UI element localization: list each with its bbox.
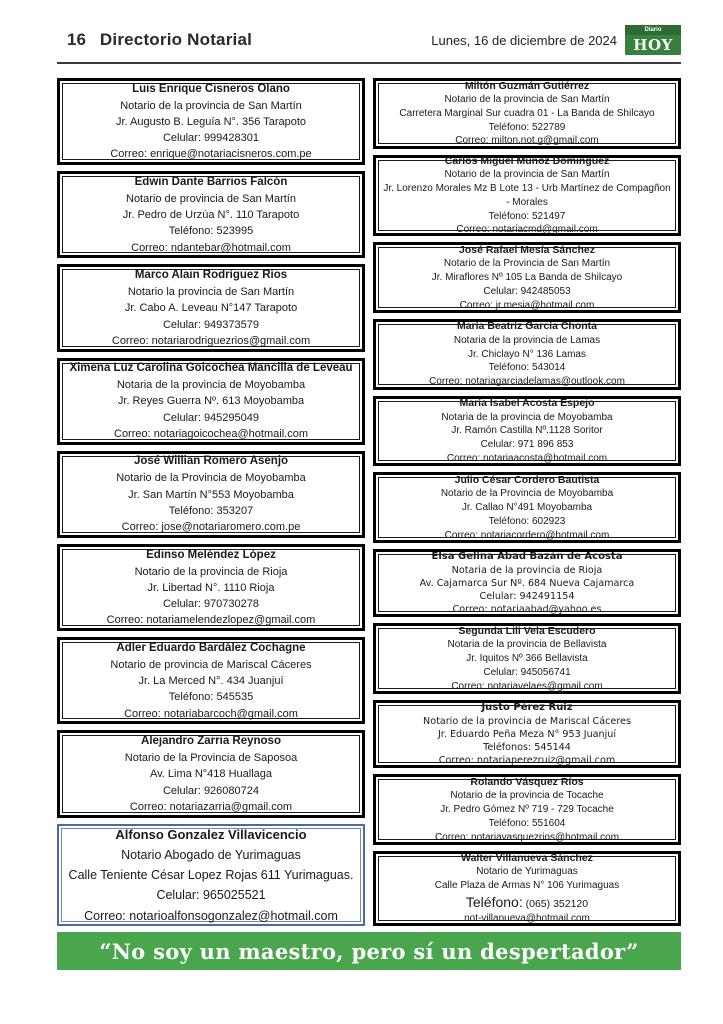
notary-line: Correo: notariaperezruiz@gmail.com [438, 755, 616, 767]
notary-card [57, 544, 365, 631]
notary-line: Teléfono: 523995 [168, 225, 254, 238]
notary-card-inner [378, 397, 676, 464]
notary-line: - Morales [506, 196, 548, 208]
phone-label: Teléfono: [465, 894, 523, 911]
notary-line: Teléfono: 551604 [488, 817, 566, 829]
notary-name: Ximena Luz Carolina Goicochea Mancilla de Leveau [69, 362, 353, 375]
page-title: Directorio Notarial [99, 30, 253, 49]
notary-card [373, 700, 681, 768]
notary-line: Jr. Callao N°491 Moyobamba [461, 502, 593, 513]
header-date-group [431, 25, 681, 55]
notary-line: Teléfono: 543014 [488, 362, 566, 374]
notary-line: Av. Cajamarca Sur Nº. 684 Nueva Cajamarca [419, 577, 635, 589]
diario-hoy-logo [625, 25, 681, 55]
page-number: 16 [67, 30, 86, 49]
notary-line: Notario de la provincia de San Martín [120, 99, 302, 112]
notary-line: Teléfono: 353207 [168, 504, 254, 517]
notary-card-inner [378, 550, 676, 616]
notary-line: Calle Plaza de Armas N° 106 Yurimaguas [434, 880, 620, 892]
notary-name: Alejandro Zarria Reynoso [141, 734, 281, 747]
notary-line: Calle Teniente César Lopez Rojas 611 Yurimaguas. [68, 868, 354, 883]
notary-name: José Rafael Mesía Sánchez [459, 243, 595, 256]
notary-card [373, 319, 681, 390]
notary-line: Jr. Libertad N°. 1110 Rioja [147, 581, 275, 594]
notary-name: Edwin Dante Barrios Falcón [134, 175, 288, 188]
directory-grid [57, 78, 681, 926]
notary-card-inner [378, 851, 676, 925]
notary-line: Celular: 926080724 [162, 784, 260, 797]
notary-line: Jr. Pedro Gómez Nº 719 - 729 Tocache [440, 804, 614, 816]
notary-line: Correo: notariabarcoch@gmail.com [124, 707, 298, 720]
notary-card [373, 78, 681, 149]
notary-line: Jr. Cabo A. Leveau N°147 Tarapoto [124, 302, 298, 315]
notary-phone-line [383, 893, 671, 912]
notary-line: Notario de la Provincia de Moyobamba [440, 488, 614, 500]
notary-card [373, 472, 681, 543]
notary-line: Celular: 945295049 [162, 411, 260, 424]
notary-line: Celular: 965025521 [156, 888, 266, 903]
notary-line: Jr. Reyes Guerra Nº. 613 Moyobamba [117, 395, 305, 408]
notary-card [373, 155, 681, 236]
notary-card [373, 242, 681, 313]
notary-line: Celular: 949373579 [162, 318, 260, 331]
notary-line: Teléfono: 602923 [488, 515, 566, 527]
notary-line: Notario de la provincia de Mariscal Cáceres [423, 715, 631, 727]
notary-line: Celular: 999428301 [162, 132, 260, 145]
notary-name: Marco Alain Rodríguez Ríos [134, 268, 288, 281]
header-title-group [67, 30, 252, 50]
notary-line: Correo: notariarodriguezrios@gmail.com [111, 334, 311, 347]
notary-card-inner [378, 473, 676, 541]
notary-line: Correo: notariagarciadelamas@outlook.com [429, 376, 625, 388]
notary-name: Alfonso Gonzalez Villavicencio [115, 826, 307, 842]
notary-line: Notario de la provincia de San Martín [444, 94, 610, 105]
notary-line: Notario de la provincia de Tocache [450, 790, 604, 802]
notary-line: Correo: notariaabad@yahoo.es [452, 604, 602, 616]
left-column [57, 78, 365, 926]
notary-line: Jr. Lorenzo Morales Mz B Lote 13 - Urb Martínez de Compagñon [383, 182, 671, 194]
issue-date: Lunes, 16 de diciembre de 2024 [431, 32, 617, 48]
notary-line: Correo: notariamelendezlopez@gmail.com [106, 614, 316, 627]
notary-card-inner [378, 775, 676, 843]
notary-line: Correo: notariacordero@hotmail.com [444, 529, 610, 541]
notary-card-inner [61, 828, 361, 922]
notary-line: Notario de la provincia de San Martín [444, 169, 610, 181]
notary-line: Notario de la Provincia de Saposoa [124, 752, 298, 764]
notary-card-inner [62, 363, 360, 440]
notary-card [57, 358, 365, 445]
notary-name: Rolando Vásquez Ríos [470, 775, 584, 788]
notary-line: Correo: notariavelaes@gmail.com [451, 680, 603, 692]
notary-card [373, 851, 681, 926]
notary-name: Segunda Lili Vela Escudero [458, 624, 596, 637]
logo-hoy-label: HOY [633, 35, 673, 54]
notary-line: Correo: milton.not.g@gmail.com [455, 135, 599, 147]
notary-name: Justo Pérez Ruiz [481, 701, 573, 713]
quote-banner [57, 932, 681, 970]
notary-card [373, 549, 681, 617]
notary-line: Jr. Miraflores Nº 105 La Banda de Shilcayo [431, 271, 623, 283]
notary-line: Av. Lima N°418 Huallaga [149, 768, 272, 781]
notary-card-inner [62, 456, 360, 533]
notary-name: Carlos Miguel Muñoz Domínguez [444, 154, 610, 167]
notary-line: Notario de la Provincia de San Martín [443, 258, 611, 270]
notary-line: Notario de Yurimaguas [476, 866, 578, 878]
notary-name: Miltón Guzmán Gutiérrez [464, 79, 590, 92]
notary-line: Celular: 945056741 [483, 666, 571, 678]
notary-line: Celular: 942491154 [479, 590, 575, 602]
phone-value: (065) 352120 [522, 898, 589, 911]
notary-card-inner [62, 83, 360, 160]
notary-line: Correo: jr.mesia@hotmail.com [459, 299, 595, 311]
notary-line: Notaria de la provincia de Lamas [453, 334, 601, 346]
notary-line: Notario la provincia de San Martín [127, 285, 295, 298]
notary-card [57, 451, 365, 538]
notary-card-inner [62, 735, 360, 812]
notary-line: Celular: 971 896 853 [480, 439, 574, 451]
notary-line: Teléfono: 545535 [168, 691, 254, 704]
notary-card-inner [62, 549, 360, 626]
notary-card [57, 730, 365, 817]
right-column [373, 78, 681, 926]
notary-card [57, 78, 365, 165]
notary-line: Jr. Eduardo Peña Meza N° 953 Juanjuí [437, 728, 617, 740]
notary-line: Notaria de la provincia de Moyobamba [441, 411, 613, 423]
notary-line: Correo: jose@notariaromero.com.pe [121, 521, 301, 534]
notary-line: Correo: notariagoicochea@hotmail.com [114, 427, 308, 440]
notary-name: María Beatríz García Chonta [456, 320, 598, 333]
notary-line: Jr. La Merced N°. 434 Juanjuí [138, 675, 284, 688]
notary-name: Adler Eduardo Bardález Cochagne [116, 641, 306, 654]
notary-line: Jr. Ramón Castilla Nº.1128 Soritor [451, 425, 603, 437]
notary-card-inner [378, 79, 676, 147]
notary-line: Notaria de la provincia de Rioja [451, 564, 603, 576]
notary-line: Jr. Iquitos Nº 366 Bellavista [466, 653, 588, 665]
notary-line: Celular: 970730278 [162, 598, 260, 611]
notary-line: Notario de provincia de San Martín [126, 192, 296, 205]
notary-name: Elsa Gelina Abad Bazán de Acosta [431, 550, 623, 562]
notary-name: Julio César Cordero Bautista [454, 473, 600, 486]
notary-card-inner [378, 624, 676, 692]
notary-card [373, 623, 681, 694]
notary-line: Teléfono: 521497 [488, 210, 566, 222]
notary-line: Notario Abogado de Yurimaguas [121, 847, 301, 862]
header-divider [57, 62, 681, 64]
notary-card [373, 774, 681, 845]
notary-name: María Isabel Acosta Espejo [459, 397, 595, 410]
notary-line: Teléfonos: 545144 [483, 742, 571, 754]
notary-line: not-villanueva@hotmail.com [464, 913, 590, 925]
notary-line: Teléfono: 522789 [488, 121, 566, 133]
notary-line: Correo: notariavasquezrios@hotmail.com [434, 831, 620, 843]
notary-line: Jr. Chiclayo N° 136 Lamas [468, 348, 586, 360]
logo-diario-label: Diario [625, 25, 681, 35]
notary-line: Notaria de la provincia de Moyobamba [116, 379, 306, 392]
notary-line: Correo: notariaacosta@hotmail.com [446, 452, 608, 464]
notary-card [373, 396, 681, 467]
notary-name: Edinso Meléndez López [146, 548, 276, 561]
notary-card-inner [378, 154, 676, 236]
notary-line: Notario de provincia de Mariscal Cáceres [110, 658, 312, 671]
notary-card-inner [378, 320, 676, 388]
notary-card-inner [62, 269, 360, 346]
notary-card [57, 171, 365, 258]
notary-line: Notaria de la provincia de Bellavista [447, 639, 607, 651]
notary-line: Carretera Marginal Sur cuadra 01 - La Banda de Shilcayo [399, 107, 655, 119]
notary-name: Luis Enrique Cisneros Olano [132, 82, 290, 95]
notary-line: Correo: enrique@notariacisneros.com.pe [110, 148, 312, 161]
notary-card-inner [378, 701, 676, 767]
notary-line: Correo: ndantebar@hotmail.com [131, 241, 291, 254]
notary-card [57, 824, 365, 926]
notary-line: Celular: 942485053 [483, 285, 571, 297]
notary-line: Jr. San Martín N°553 Moyobamba [128, 488, 294, 501]
notary-card-inner [378, 243, 676, 311]
notary-line: Notario de la Provincia de Moyobamba [116, 472, 306, 485]
quote-text: “No soy un maestro, pero sí un despertador” [99, 938, 639, 964]
notary-name: José Willian Romero Asenjo [133, 455, 289, 468]
notary-line: Correo: notariazarria@gmail.com [129, 800, 293, 813]
notary-card-inner [62, 642, 360, 719]
notary-card [57, 637, 365, 724]
notary-card [57, 264, 365, 351]
notary-line: Jr. Augusto B. Leguía N°. 356 Tarapoto [115, 115, 307, 128]
notary-card-inner [62, 176, 360, 253]
notary-line: Correo: notariacmd@gmail.com [456, 224, 598, 236]
page-header [57, 22, 681, 58]
notary-line: Correo: notarioalfonsogonzalez@hotmail.com [84, 908, 338, 923]
notary-line: Notario de la provincia de Rioja [134, 565, 288, 578]
notary-name: Walter Villanueva Sánchez [461, 851, 593, 864]
notary-line: Jr. Pedro de Urzúa N°. 110 Tarapoto [122, 209, 300, 222]
